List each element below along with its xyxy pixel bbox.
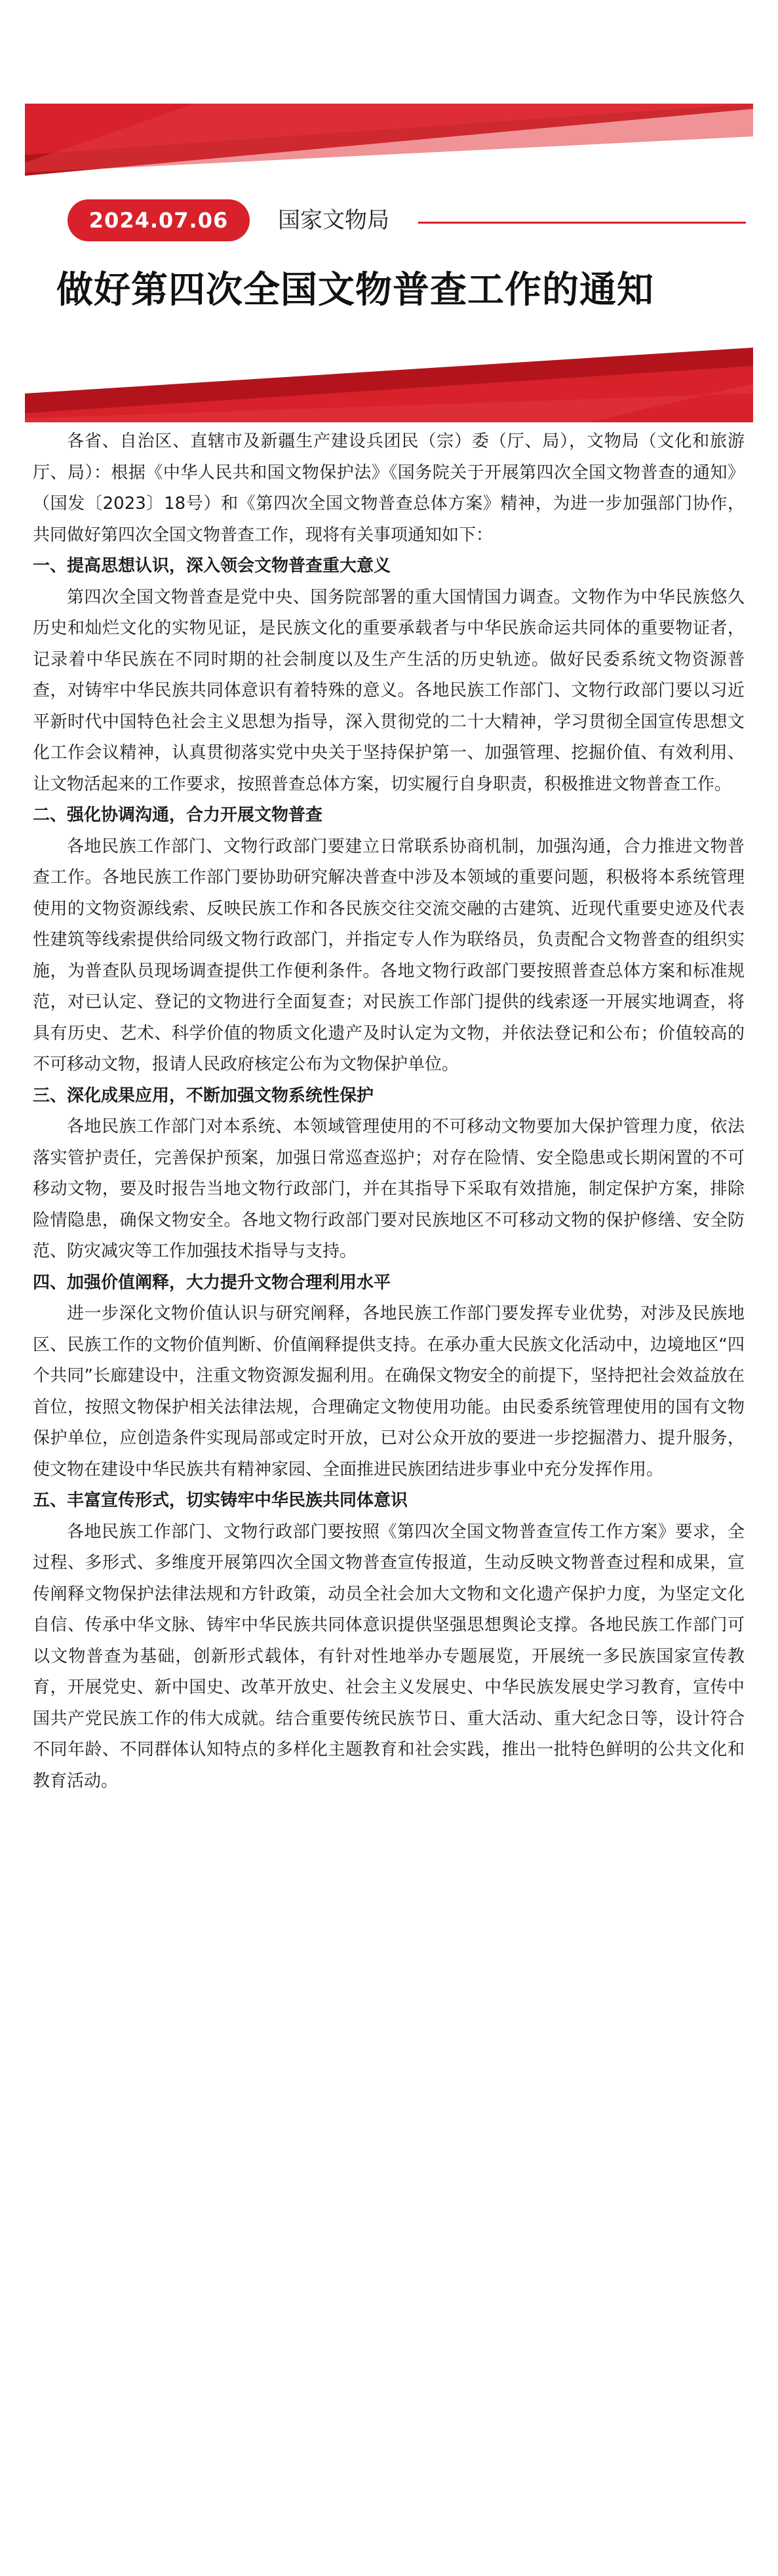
intro-paragraph: 各省、自治区、直辖市及新疆生产建设兵团民（宗）委（厅、局），文物局（文化和旅游厅、局）：根据《中华人民共和国文物保护法》《国务院关于开展第四次全国文物普查的通知》（国发〔2023〕18号）和《第四次全国文物普查总体方案》精神，为进一步加强部门协作，共同做好第四次全国文物普查工作，现将有关事项通知如下： xyxy=(33,432,745,545)
section-heading: 五、丰富宣传形式，切实铸牢中华民族共同体意识 xyxy=(33,1491,408,1510)
banner-top-ribbon xyxy=(25,104,753,176)
header-banner xyxy=(25,104,753,422)
source-divider xyxy=(418,222,746,224)
section-paragraph: 第四次全国文物普查是党中央、国务院部署的重大国情国力调查。文物作为中华民族悠久历史和灿烂文化的实物见证，是民族文化的重要承载者与中华民族命运共同体的重要物证者，记录着中华民族在不同时期的社会制度以及生产生活的历史轨迹。做好民委系统文物资源普查，对铸牢中华民族共同体意识有着特殊的意义。各地民族工作部门、文物行政部门要以习近平新时代中国特色社会主义思想为指导，深入贯彻党的二十大精神，学习贯彻全国宣传思想文化工作会议精神，认真贯彻落实党中央关于坚持保护第一、加强管理、挖掘价值、有效利用、让文物活起来的工作要求，按照普查总体方案，切实履行自身职责，积极推进文物普查工作。 xyxy=(33,587,745,794)
banner-bottom-ribbon xyxy=(25,348,753,422)
section-heading: 二、强化协调沟通，合力开展文物普查 xyxy=(33,805,323,825)
article-body xyxy=(33,426,745,1797)
section-heading: 三、深化成果应用，不断加强文物系统性保护 xyxy=(33,1085,374,1106)
section-paragraph: 各地民族工作部门对本系统、本领域管理使用的不可移动文物要加大保护管理力度，依法落实管护责任，完善保护预案，加强日常巡查巡护；对存在险情、安全隐患或长期闲置的不可移动文物，要及时报告当地文物行政部门，并在其指导下采取有效措施，制定保护方案，排除险情隐患，确保文物安全。各地文物行政部门要对民族地区不可移动文物的保护修缮、安全防范、防灾减灾等工作加强技术指导与支持。 xyxy=(33,1117,745,1261)
page-title: 做好第四次全国文物普查工作的通知 xyxy=(56,269,654,312)
section-paragraph: 进一步深化文物价值认识与研究阐释，各地民族工作部门要发挥专业优势，对涉及民族地区、民族工作的文物价值判断、价值阐释提供支持。在承办重大民族文化活动中，边境地区“四个共同”长廊建设中，注重文物资源发掘利用。在确保文物安全的前提下，坚持把社会效益放在首位，按照文物保护相关法律法规，合理确定文物使用功能。由民委系统管理使用的国有文物保护单位，应创造条件实现局部或定时开放，已对公众开放的要进一步挖掘潜力、提升服务，使文物在建设中华民族共有精神家园、全面推进民族团结进步事业中充分发挥作用。 xyxy=(33,1304,745,1479)
section-paragraph: 各地民族工作部门、文物行政部门要建立日常联系协商机制，加强沟通，合力推进文物普查工作。各地民族工作部门要协助研究解决普查中涉及本领域的重要问题，积极将本系统管理使用的文物资源线索、反映民族工作和各民族交往交流交融的古建筑、近现代重要史迹及代表性建筑等线索提供给同级文物行政部门，并指定专人作为联络员，负责配合文物普查的组织实施，为普查队员现场调查提供工作便利条件。各地文物行政部门要按照普查总体方案和标准规范，对已认定、登记的文物进行全面复查；对民族工作部门提供的线索逐一开展实地调查，将具有历史、艺术、科学价值的物质文化遗产及时认定为文物，并依法登记和公布；价值较高的不可移动文物，报请人民政府核定公布为文物保护单位。 xyxy=(33,836,745,1074)
section-heading: 一、提高思想认识，深入领会文物普查重大意义 xyxy=(33,556,391,576)
date-badge: 2024.07.06 xyxy=(68,199,250,241)
source-label: 国家文物局 xyxy=(278,207,389,233)
section-paragraph: 各地民族工作部门、文物行政部门要按照《第四次全国文物普查宣传工作方案》要求，全过程、多形式、多维度开展第四次全国文物普查宣传报道，生动反映文物普查过程和成果，宣传阐释文物保护法律法规和方针政策，动员全社会加大文物和文化遗产保护力度，为坚定文化自信、传承中华文脉、铸牢中华民族共同体意识提供坚强思想舆论支撑。各地民族工作部门可以文物普查为基础，创新形式载体，有针对性地举办专题展览，开展统一多民族国家宣传教育，开展党史、新中国史、改革开放史、社会主义发展史、中华民族发展史学习教育，宣传中国共产党民族工作的伟大成就。结合重要传统民族节日、重大活动、重大纪念日等，设计符合不同年龄、不同群体认知特点的多样化主题教育和社会实践，推出一批特色鲜明的公共文化和教育活动。 xyxy=(33,1521,745,1791)
section-heading: 四、加强价值阐释，大力提升文物合理利用水平 xyxy=(33,1272,391,1293)
